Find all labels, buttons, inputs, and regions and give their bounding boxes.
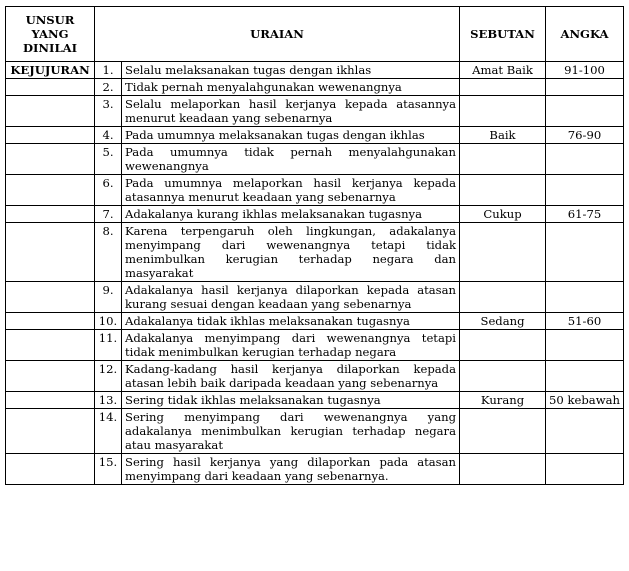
- angka-cell: [546, 282, 624, 313]
- item-number: 15.: [95, 454, 122, 485]
- sebutan-cell: [460, 144, 546, 175]
- header-unsur: UNSUR YANG DINILAI: [6, 7, 95, 62]
- header-uraian: URAIAN: [95, 7, 460, 62]
- unsur-cell: [6, 175, 95, 206]
- item-description: Pada umumnya tidak pernah menyalahgunakan wewenangnya: [122, 144, 460, 175]
- unsur-cell: [6, 144, 95, 175]
- item-description: Karena terpengaruh oleh lingkungan, adakalanya menyimpang dari wewenangnya tetapi tidak menimbulkan kerugian terhadap negara dan masyarakat: [122, 223, 460, 282]
- table-row: [6, 409, 624, 454]
- item-number: 10.: [95, 313, 122, 330]
- item-description: Sering hasil kerjanya yang dilaporkan pada atasan menyimpang dari keadaan yang sebenarnya.: [122, 454, 460, 485]
- unsur-cell: [6, 79, 95, 96]
- sebutan-cell: [460, 79, 546, 96]
- item-number: 8.: [95, 223, 122, 282]
- unsur-cell: [6, 313, 95, 330]
- sebutan-cell: [460, 330, 546, 361]
- item-description: Selalu melaksanakan tugas dengan ikhlas: [122, 62, 460, 79]
- unsur-cell: KEJUJURAN: [6, 62, 95, 79]
- table-row: [6, 62, 624, 79]
- item-description: Tidak pernah menyalahgunakan wewenangnya: [122, 79, 460, 96]
- item-description: Pada umumnya melaksanakan tugas dengan ikhlas: [122, 127, 460, 144]
- unsur-cell: [6, 223, 95, 282]
- table-row: [6, 127, 624, 144]
- table-row: [6, 175, 624, 206]
- unsur-cell: [6, 96, 95, 127]
- table-row: [6, 361, 624, 392]
- table-row: [6, 282, 624, 313]
- unsur-cell: [6, 409, 95, 454]
- angka-cell: 76-90: [546, 127, 624, 144]
- item-description: Sering menyimpang dari wewenangnya yang adakalanya menimbulkan kerugian terhadap negara atau masyarakat: [122, 409, 460, 454]
- item-number: 3.: [95, 96, 122, 127]
- angka-cell: [546, 96, 624, 127]
- table-row: [6, 79, 624, 96]
- angka-cell: 51-60: [546, 313, 624, 330]
- item-number: 7.: [95, 206, 122, 223]
- unsur-cell: [6, 392, 95, 409]
- angka-cell: [546, 361, 624, 392]
- item-description: Adakalanya menyimpang dari wewenangnya tetapi tidak menimbulkan kerugian terhadap negara: [122, 330, 460, 361]
- angka-cell: [546, 175, 624, 206]
- sebutan-cell: Sedang: [460, 313, 546, 330]
- item-description: Pada umumnya melaporkan hasil kerjanya kepada atasannya menurut keadaan yang sebenarnya: [122, 175, 460, 206]
- angka-cell: 50 kebawah: [546, 392, 624, 409]
- item-number: 2.: [95, 79, 122, 96]
- table-row: [6, 96, 624, 127]
- sebutan-cell: Amat Baik: [460, 62, 546, 79]
- sebutan-cell: [460, 175, 546, 206]
- table-row: [6, 206, 624, 223]
- angka-cell: [546, 454, 624, 485]
- angka-cell: [546, 144, 624, 175]
- item-number: 13.: [95, 392, 122, 409]
- item-number: 14.: [95, 409, 122, 454]
- table-row: [6, 223, 624, 282]
- sebutan-cell: Kurang: [460, 392, 546, 409]
- sebutan-cell: [460, 454, 546, 485]
- table-row: [6, 330, 624, 361]
- table-row: [6, 144, 624, 175]
- sebutan-cell: Baik: [460, 127, 546, 144]
- angka-cell: [546, 409, 624, 454]
- item-description: Selalu melaporkan hasil kerjanya kepada atasannya menurut keadaan yang sebenarnya: [122, 96, 460, 127]
- sebutan-cell: [460, 409, 546, 454]
- item-number: 6.: [95, 175, 122, 206]
- sebutan-cell: [460, 282, 546, 313]
- item-number: 9.: [95, 282, 122, 313]
- unsur-cell: [6, 361, 95, 392]
- item-description: Sering tidak ikhlas melaksanakan tugasnya: [122, 392, 460, 409]
- sebutan-cell: [460, 96, 546, 127]
- item-number: 5.: [95, 144, 122, 175]
- item-number: 1.: [95, 62, 122, 79]
- angka-cell: 91-100: [546, 62, 624, 79]
- item-number: 12.: [95, 361, 122, 392]
- item-description: Adakalanya hasil kerjanya dilaporkan kepada atasan kurang sesuai dengan keadaan yang sebenarnya: [122, 282, 460, 313]
- unsur-cell: [6, 206, 95, 223]
- header-sebutan: SEBUTAN: [460, 7, 546, 62]
- angka-cell: [546, 223, 624, 282]
- unsur-cell: [6, 330, 95, 361]
- table-row: [6, 392, 624, 409]
- item-description: Adakalanya kurang ikhlas melaksanakan tugasnya: [122, 206, 460, 223]
- sebutan-cell: [460, 361, 546, 392]
- sebutan-cell: [460, 223, 546, 282]
- item-number: 4.: [95, 127, 122, 144]
- header-row: [6, 7, 624, 62]
- sebutan-cell: Cukup: [460, 206, 546, 223]
- table-row: [6, 313, 624, 330]
- angka-cell: [546, 330, 624, 361]
- unsur-cell: [6, 282, 95, 313]
- assessment-table: [5, 6, 624, 485]
- unsur-cell: [6, 454, 95, 485]
- angka-cell: [546, 79, 624, 96]
- item-description: Kadang-kadang hasil kerjanya dilaporkan kepada atasan lebih baik daripada keadaan yang sebenarnya: [122, 361, 460, 392]
- table-row: [6, 454, 624, 485]
- unsur-cell: [6, 127, 95, 144]
- angka-cell: 61-75: [546, 206, 624, 223]
- item-description: Adakalanya tidak ikhlas melaksanakan tugasnya: [122, 313, 460, 330]
- item-number: 11.: [95, 330, 122, 361]
- header-angka: ANGKA: [546, 7, 624, 62]
